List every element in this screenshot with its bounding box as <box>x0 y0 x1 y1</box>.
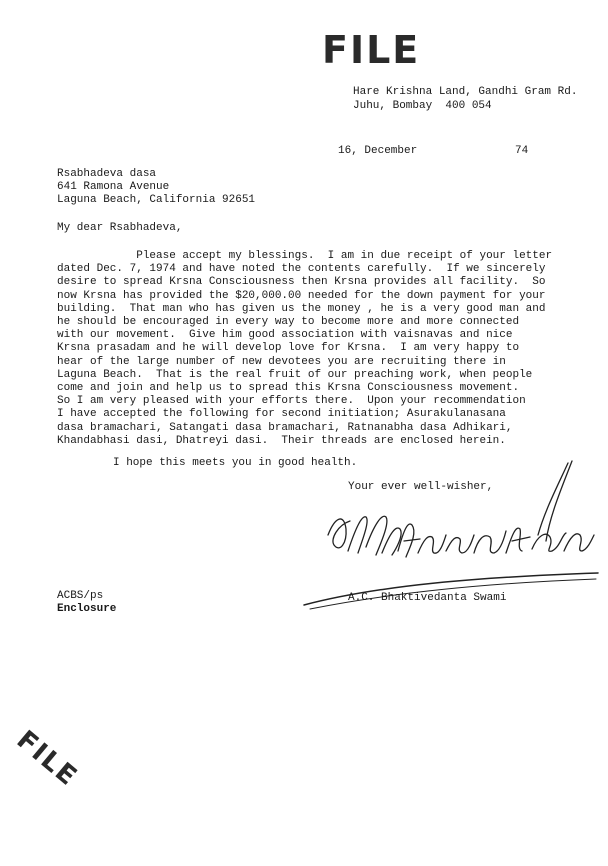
body-line: dated Dec. 7, 1974 and have noted the contents carefully. If we sincerely <box>57 263 546 276</box>
body-line: dasa bramachari, Satangati dasa bramachari, Ratnanabha dasa Adhikari, <box>57 421 513 434</box>
file-stamp-top: FILE <box>322 28 421 72</box>
valediction: Your ever well-wisher, <box>348 481 494 493</box>
recipient-name: Rsabhadeva dasa <box>57 168 157 180</box>
sender-address-line2: Juhu, Bombay 400 054 <box>353 100 492 112</box>
salutation: My dear Rsabhadeva, <box>57 222 183 234</box>
body-line: Laguna Beach. That is the real fruit of our preaching work, when people <box>57 368 533 381</box>
body-line: desire to spread Krsna Consciousness then Krsna provides all facility. So <box>57 276 546 289</box>
signature-name: A.C. Bhaktivedanta Swami <box>348 592 507 604</box>
signature <box>300 455 600 615</box>
body-line: come and join and help us to spread this Krsna Consciousness movement. <box>57 382 520 395</box>
body-line: hear of the large number of new devotees you are recruiting there in <box>57 355 506 368</box>
sender-address-line1: Hare Krishna Land, Gandhi Gram Rd. <box>353 86 578 98</box>
body-line: Khandabhasi dasi, Dhatreyi dasi. Their threads are enclosed herein. <box>57 434 506 447</box>
closing-line: I hope this meets you in good health. <box>113 457 358 469</box>
initials: ACBS/ps <box>57 590 104 602</box>
letter-body <box>57 250 552 448</box>
body-line: Please accept my blessings. I am in due receipt of your letter <box>57 250 553 262</box>
body-line: I have accepted the following for second initiation; Asurakulanasana <box>57 408 506 421</box>
recipient-street: 641 Ramona Avenue <box>57 181 170 193</box>
body-line: with our movement. Give him good association with vaisnavas and nice <box>57 329 513 342</box>
enclosure-note: Enclosure <box>57 603 117 615</box>
file-stamp-bottom: FILE <box>10 725 84 793</box>
letter-date: 16, December <box>338 145 418 157</box>
body-line: now Krsna has provided the $20,000.00 needed for the down payment for your <box>57 289 546 302</box>
body-line: So I am very pleased with your efforts there. Upon your recommendation <box>57 395 526 408</box>
body-line: he should be encouraged in every way to become more and more connected <box>57 316 520 329</box>
letter-date-year: 74 <box>515 145 529 157</box>
body-line: building. That man who has given us the money , he is a very good man and <box>57 302 546 315</box>
recipient-city: Laguna Beach, California 92651 <box>57 194 256 206</box>
body-line: Krsna prasadam and he will develop love for Krsna. I am very happy to <box>57 342 520 355</box>
